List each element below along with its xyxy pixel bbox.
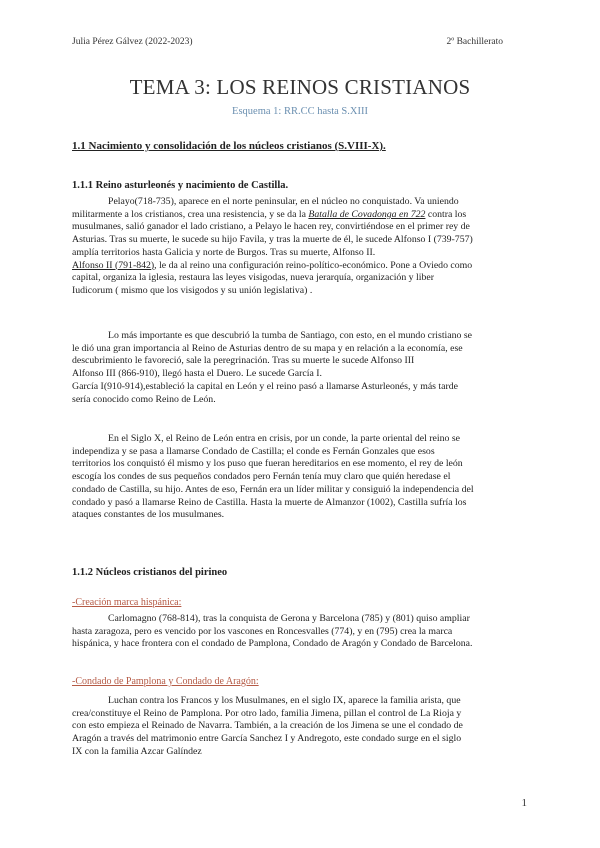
page-title: TEMA 3: LOS REINOS CRISTIANOS: [129, 75, 471, 99]
text-line: territorios los conquistó él mismo y los puso que fueran hereditarios en ese momento, el rey de león: [72, 458, 463, 470]
text-line: García I(910-914),estableció la capital en León y el reino pasó a llamarse Asturleonés, y más tarde: [72, 380, 459, 392]
text-line: con esto empieza el Reinado de Navarra. También, a la creación de los Jimena se une el condado de: [72, 720, 463, 732]
text-line: Lo más importante es que descubrió la tumba de Santiago, con esto, en el mundo cristiano se: [108, 330, 473, 341]
text-line: crea/constituye el Reino de Pamplona. Por otro lado, familia Jimena, pillan el control de La Rioja y: [72, 707, 462, 719]
section-heading-1-1-1: 1.1.1 Reino asturleonés y nacimiento de Castilla.: [72, 180, 289, 191]
paragraph-pamplona: [72, 695, 529, 759]
header-author: Julia Pérez Gálvez (2022-2023): [72, 37, 193, 47]
text-line: Iudicorum ( mismo que los visigodos y su unión legislativa) .: [72, 284, 313, 296]
text-line: sería conocido como Reino de León.: [72, 393, 216, 405]
text-line: IX con la familia Azcar Galíndez: [72, 745, 202, 757]
paragraph-carlomagno: [72, 613, 529, 651]
text-line: hispánica, y hace frontera con el condado de Pamplona, Condado de Aragón y Condado de Barcelona.: [72, 638, 473, 650]
alfonso-ii-name: Alfonso II (791-842): [72, 259, 155, 271]
text-line: [72, 260, 529, 273]
paragraph-santiago: [72, 330, 529, 406]
page-subtitle: Esquema 1: RR.CC hasta S.XIII: [232, 106, 368, 117]
text-line: descubrimiento le favoreció, sale la peregrinación. Tras su muerte le sucede Alfonso III: [72, 355, 415, 367]
text-line: [72, 209, 529, 222]
text-span: contra los: [425, 208, 467, 220]
paragraph-castilla: [72, 433, 529, 522]
text-line: condado y pasó a llamarse Reino de Castilla. Hasta la muerte de Almanzor (1002), Castilla sufría los: [72, 496, 467, 508]
text-line: independiza y se pasa a llamarse Condado de Castilla; el conde es Fernán Gonzales que esos: [72, 445, 435, 457]
paragraph-pelayo: [72, 196, 529, 298]
header-course: 2º Bachillerato: [446, 37, 503, 47]
subheading-pamplona-aragon: -Condado de Pamplona y Condado de Aragón:: [72, 676, 259, 687]
text-line: amplía territorios hasta Galicia y norte de Burgos. Tras su muerte, Alfonso II.: [72, 246, 376, 258]
text-line: capital, organiza la iglesia, restaura las leyes visigodas, nueva jerarquía, organización y liber: [72, 272, 434, 284]
text-line: le dió una gran importancia al Reino de Asturias dentro de su mapa y en relación a la economía, ese: [72, 342, 463, 354]
section-heading-1-1: 1.1 Nacimiento y consolidación de los núcleos cristianos (S.VIII-X).: [72, 140, 386, 152]
text-line: hasta zaragoza, pero es vencido por los vascones en Roncesvalles (774), y en (795) crea la marca: [72, 625, 453, 637]
text-line: Aragón a través del matrimonio entre García Sanchez I y Andregoto, este condado surge en el siglo: [72, 733, 462, 745]
text-line: Carlomagno (768-814), tras la conquista de Gerona y Barcelona (785) y (801) quiso ampliar: [108, 613, 470, 624]
battle-covadonga: Batalla de Covadonga en 722: [308, 208, 426, 220]
text-line: condado de Castilla, su hijo. Antes de eso, Fernán era un líder militar y consiguió la independencia del: [72, 483, 474, 495]
text-line: ataques constantes de los musulmanes.: [72, 509, 225, 521]
page-number: 1: [521, 797, 527, 809]
text-line: Alfonso III (866-910), llegó hasta el Duero. Le sucede García I.: [72, 368, 322, 380]
subheading-marca-hispanica: -Creación marca hispánica:: [72, 597, 182, 608]
text-span: , le da al reino una configuración reino-político-económico. Pone a Oviedo como: [154, 259, 473, 271]
text-line: Asturias. Tras su muerte, le sucede su hijo Favila, y tras la muerte de él, le sucede Alfonso I (739-757): [72, 234, 473, 246]
text-span: militarmente a los cristianos, crea una resistencia, y se da la: [72, 208, 309, 220]
text-line: Pelayo(718-735), aparece en el norte peninsular, en el núcleo no conquistado. Va uniendo: [108, 196, 459, 207]
text-line: En el Siglo X, el Reino de León entra en crisis, por un conde, la parte oriental del reino se: [108, 433, 461, 444]
section-heading-1-1-2: 1.1.2 Núcleos cristianos del pirineo: [72, 567, 228, 578]
text-line: escogía los condes de sus pequeños condados pero Fernán tenía muy claro que quién heredase el: [72, 471, 451, 483]
text-line: Luchan contra los Francos y los Musulmanes, en el siglo IX, aparece la familia arista, que: [108, 695, 461, 706]
text-line: musulmanes, salió ganador el lado cristiano, a Pelayo le hacen rey, convirtiéndose en el primer rey de: [72, 221, 470, 233]
